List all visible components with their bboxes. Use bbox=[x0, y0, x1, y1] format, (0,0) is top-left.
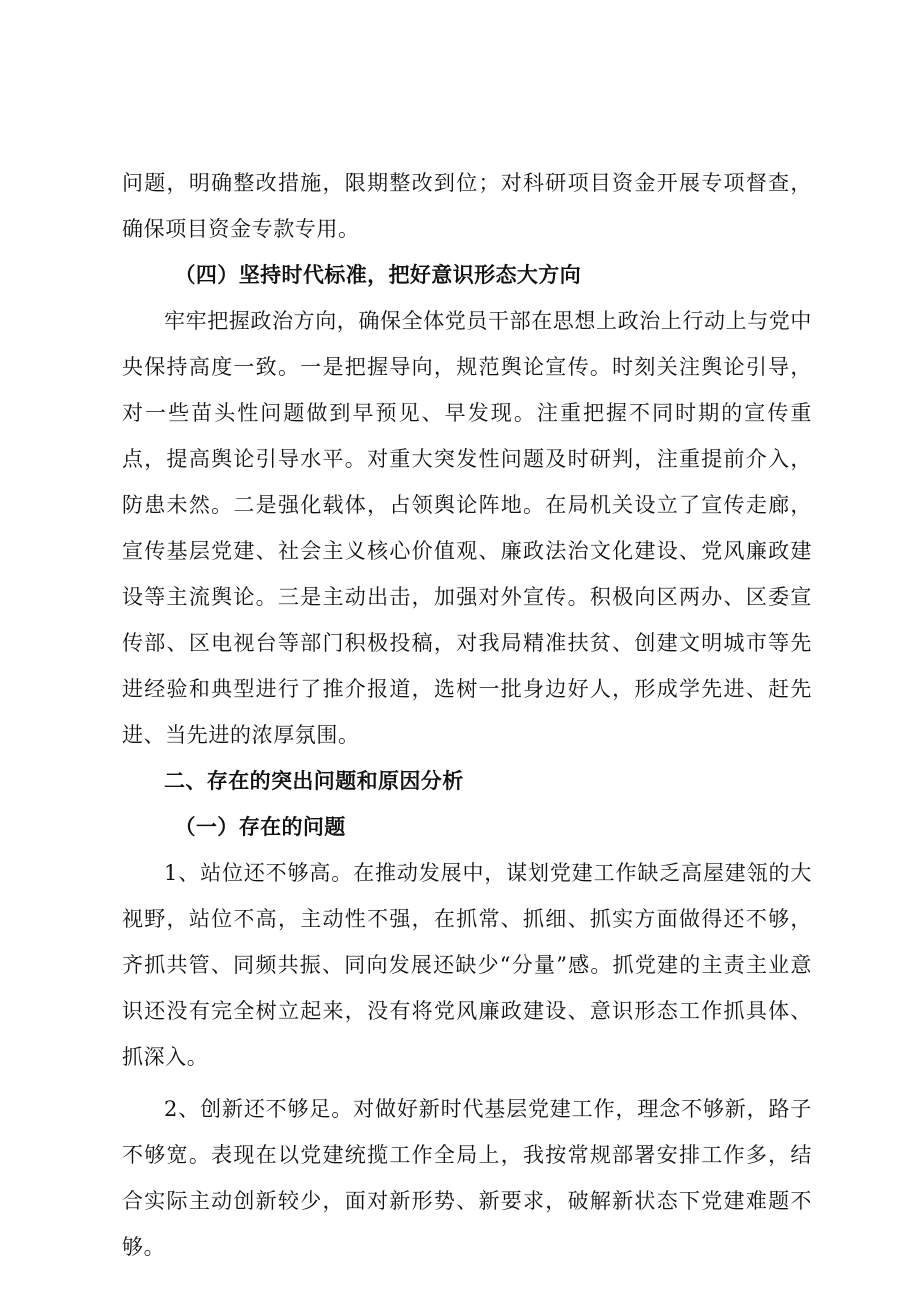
paragraph-problem-1: 1、站位还不够高。在推动发展中，谋划党建工作缺乏高屋建瓴的大视野，站位不高，主动性不强，在抓常、抓细、抓实方面做得还不够，齐抓共管、同频共振、同向发展还缺少“分量”感。抓党建的主责主业意识还没有完全树立起来，没有将党风廉政建设、意识形态工作抓具体、抓深入。 bbox=[122, 861, 812, 1069]
section-heading-four: （四）坚持时代标准，把好意识形态大方向 bbox=[174, 263, 582, 287]
document-body bbox=[122, 160, 812, 1270]
section-heading-one: （一）存在的问题 bbox=[174, 815, 346, 839]
chapter-heading-problems: 二、存在的突出问题和原因分析 bbox=[164, 769, 464, 793]
paragraph-continuation: 问题，明确整改措施，限期整改到位；对科研项目资金开展专项督查，确保项目资金专款专用。 bbox=[122, 171, 812, 241]
paragraph-political-direction: 牢牢把握政治方向，确保全体党员干部在思想上政治上行动上与党中央保持高度一致。一是把握导向，规范舆论宣传。时刻关注舆论引导，对一些苗头性问题做到早预见、早发现。注重把握不同时期的宣传重点，提高舆论引导水平。对重大突发性问题及时研判，注重提前介入，防患未然。二是强化载体，占领舆论阵地。在局机关设立了宣传走廊，宣传基层党建、社会主义核心价值观、廉政法治文化建设、党风廉政建设等主流舆论。三是主动出击，加强对外宣传。积极向区两办、区委宣传部、区电视台等部门积极投稿，对我局精准扶贫、创建文明城市等先进经验和典型进行了推介报道，选树一批身边好人，形成学先进、赶先进、当先进的浓厚氛围。 bbox=[122, 309, 812, 747]
paragraph-problem-2: 2、创新还不够足。对做好新时代基层党建工作，理念不够新，路子不够宽。表现在以党建统揽工作全局上，我按常规部署安排工作多，结合实际主动创新较少，面对新形势、新要求，破解新状态下党建难题不够。 bbox=[122, 1097, 812, 1259]
